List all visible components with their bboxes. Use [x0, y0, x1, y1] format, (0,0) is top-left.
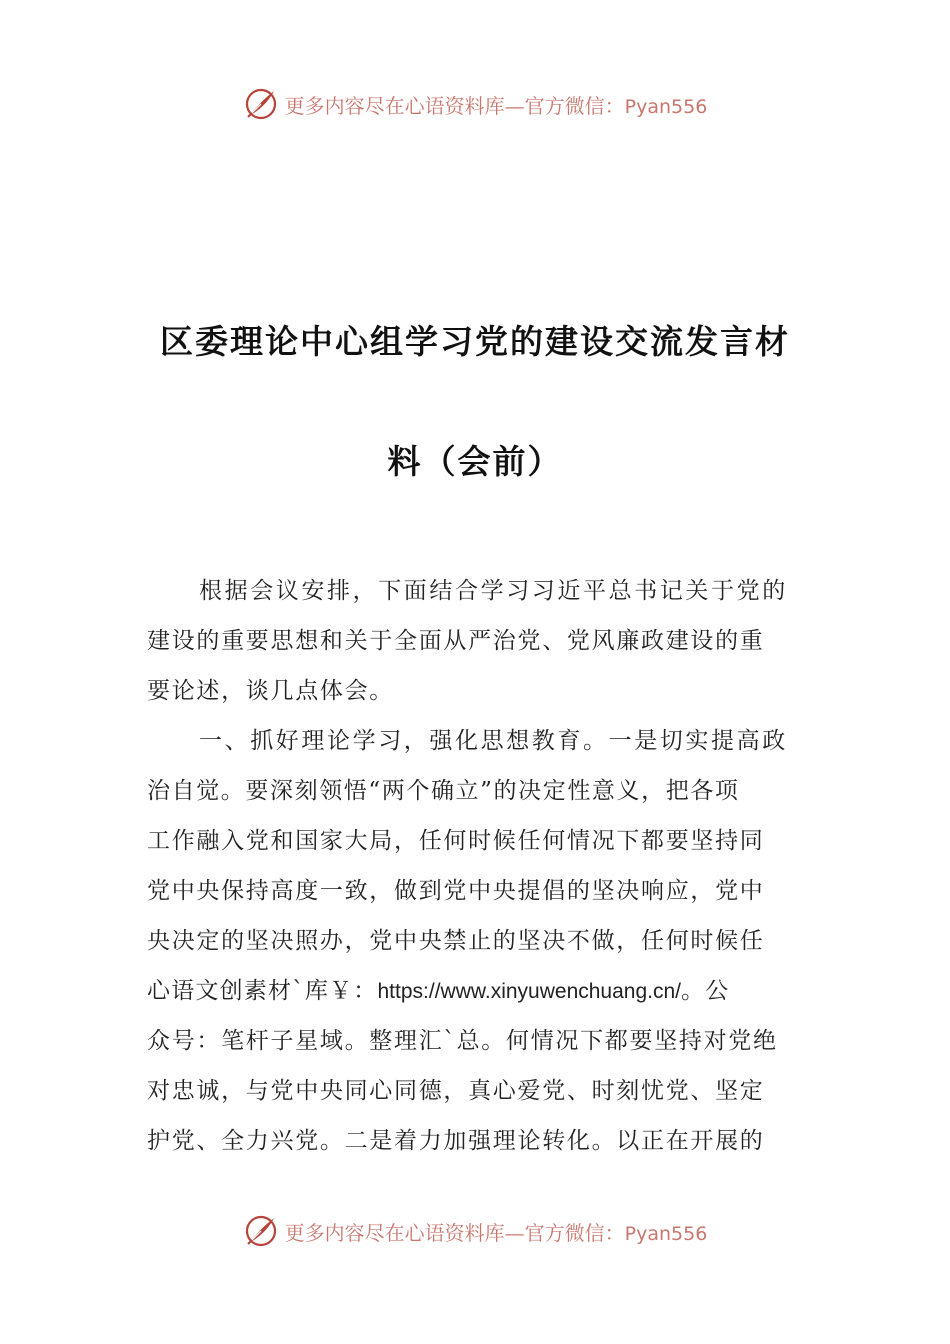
body-line-11: 对忠诚，与党中央同心同德，真心爱党、时刻忧党、坚定 — [147, 1078, 765, 1104]
quill-logo-icon — [243, 1213, 279, 1249]
body-line-1: 根据会议安排，下面结合学习习近平总书记关于党的 — [199, 578, 788, 604]
footer-wechat-id: Pyan556 — [624, 1222, 708, 1245]
header-wechat-id: Pyan556 — [624, 95, 708, 118]
body-line-10: 众号：笔杆子星域。整理汇`总。何情况下都要坚持对党绝 — [147, 1028, 778, 1054]
body-line-4: 一、抓好理论学习，强化思想教育。一是切实提高政 — [199, 728, 788, 754]
body-line-5: 治自觉。要深刻领悟“两个确立”的决定性意义，把各项 — [147, 778, 740, 804]
document-title-line-1: 区委理论中心组学习党的建设交流发言材 — [160, 322, 790, 361]
body-line-8: 央决定的坚决照办，党中央禁止的坚决不做，任何时候任 — [147, 928, 765, 954]
header-banner — [0, 84, 950, 124]
header-banner-text: 更多内容尽在心语资料库—官方微信：Pyan556 — [284, 93, 708, 118]
footer-banner-text: 更多内容尽在心语资料库—官方微信：Pyan556 — [284, 1220, 708, 1245]
body-line-12: 护党、全力兴党。二是着力加强理论转化。以正在开展的 — [147, 1128, 765, 1154]
website-link[interactable]: https://www.xinyuwenchuang.cn/ — [377, 980, 681, 1003]
quill-logo-icon — [243, 86, 279, 122]
body-line-3: 要论述，谈几点体会。 — [147, 678, 394, 704]
document-title-line-2: 料（会前） — [387, 442, 563, 481]
footer-banner — [0, 1211, 950, 1251]
body-line-9-suffix: 。公 — [681, 978, 730, 1004]
body-line-2: 建设的重要思想和关于全面从严治党、党风廉政建设的重 — [147, 628, 765, 654]
body-line-6: 工作融入党和国家大局，任何时候任何情况下都要坚持同 — [147, 828, 765, 854]
body-line-7: 党中央保持高度一致，做到党中央提倡的坚决响应，党中 — [147, 878, 765, 904]
document-body — [147, 566, 807, 1166]
body-line-9-prefix: 心语文创素材`库￥： — [147, 978, 378, 1004]
body-line-9 — [147, 966, 807, 1016]
